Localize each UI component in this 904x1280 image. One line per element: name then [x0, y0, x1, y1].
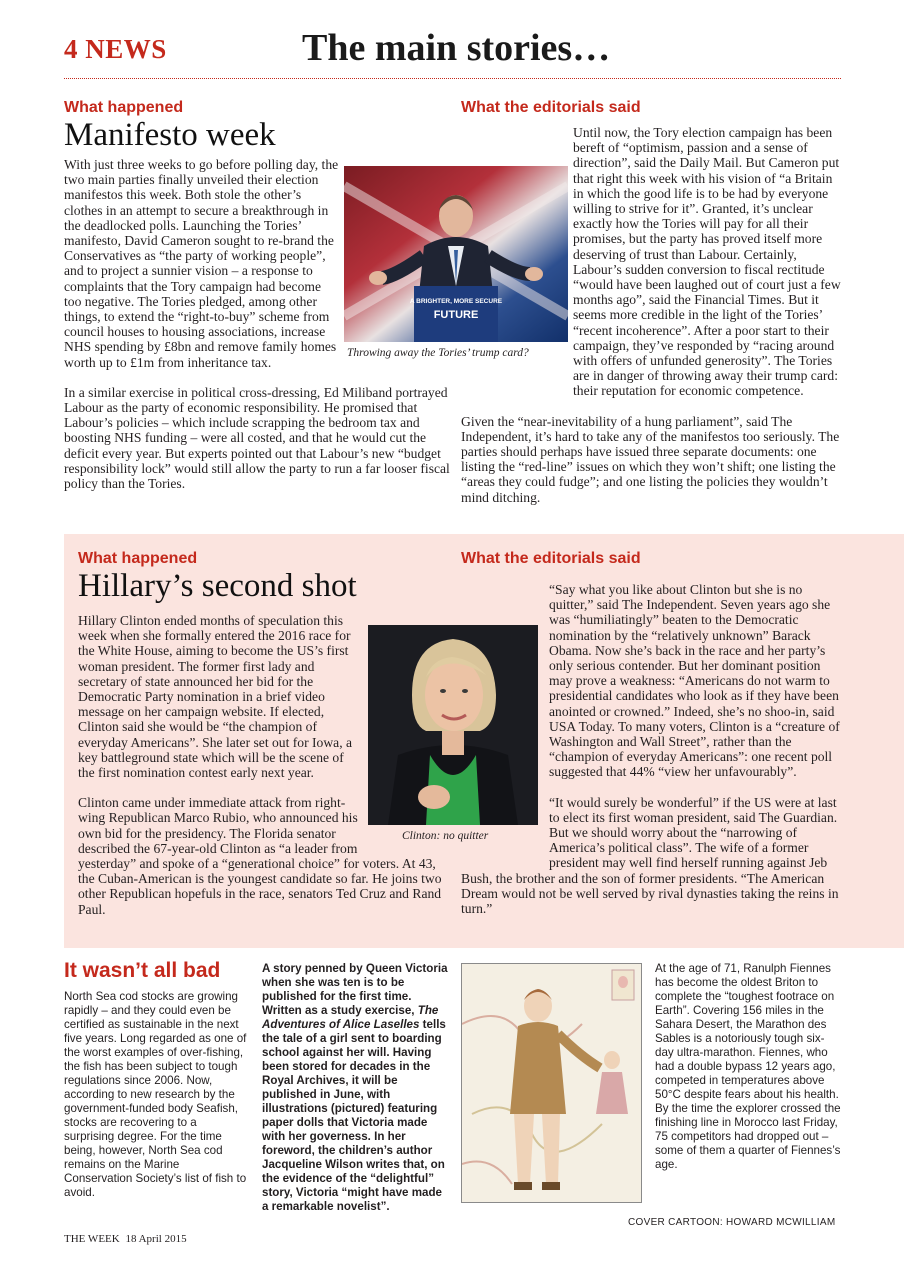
podium-future: FUTURE: [433, 309, 479, 321]
story1-headline: Manifesto week: [64, 117, 276, 153]
clinton-photo: [368, 625, 538, 825]
section-name: NEWS: [85, 34, 167, 64]
story2-headline: Hillary’s second shot: [78, 568, 357, 604]
clinton-illustration: [368, 625, 538, 825]
cameron-illustration: [344, 166, 568, 342]
story2-editorials-label: What the editorials said: [461, 550, 641, 567]
footer-publication: THE WEEK: [64, 1233, 120, 1245]
cameron-photo: [344, 166, 568, 342]
queen-victoria-book-title: The Adventures of Alice Laselles: [262, 1004, 439, 1031]
cod-story: North Sea cod stocks are growing rapidly – and they could even be certified as sustainable in the next five years. Long regarded as one of the worst examples of over-fishing, the fish has been subject to tough regulations since 2006. Now, according to new research by the government-funded body Seafish, stocks are recovering to a surprising degree. For the time being, however, North Sea cod remains on the Marine Conservation Society’s list of fish to avoid.: [64, 990, 247, 1199]
page-title: The main stories…: [302, 27, 611, 69]
queen-victoria-story: [262, 962, 448, 1214]
story2-what-happened-label: What happened: [78, 550, 198, 567]
story1-paragraph1: With just three weeks to go before polling day, the two main parties finally unveiled their election manifestos this week. Both stole the other’s clothes in an attempt to secure a breakthrough in the deadlocked polls. Launching the Tories’ manifesto, David Cameron sought to re-brand the Conservatives as “the party of working people”, and to project a sunnier vision – a response to complaints that the Tory campaign had become too negative. The Tories pledged, among other things, to extend the “right-to-buy” scheme from council houses to housing associations, increase NHS spending by £8bn and remove family homes worth up to £1m from inheritance tax.: [64, 157, 339, 370]
podium-slogan: A BRIGHTER, MORE SECURE: [409, 298, 503, 305]
page-footer: [64, 1233, 187, 1245]
page-number-digit: 4: [64, 34, 78, 64]
clinton-photo-caption: Clinton: no quitter: [402, 830, 489, 842]
story1-editorial1: Until now, the Tory election campaign has been bereft of “optimism, passion and a sense of direction”, said the Daily Mail. But Cameron put that right this week with his vision of “a Britain in which the good life is to be had by everyone willing to strive for it”. Granted, it’s unclear exactly how the Tories will pay for all their promises, but the party has proved itself more deserving of trust than Labour. Certainly, Labour’s sudden conversion to fiscal rectitude “would have been laughed out of court just a few months ago”, said the Financial Times. But it seems more credible in the light of the Tories’ “recent incoherence”. After a poor start to their campaign, they’ve responded by “racing around with offers of unfunded generosity”. The Tories are in danger of throwing away their trump card: their reputation for economic competence.: [573, 125, 841, 399]
fiennes-story: At the age of 71, Ranulph Fiennes has become the oldest Briton to complete the “toughest footrace on Earth”. Covering 156 miles in the Sahara Desert, the Marathon des Sables is a notoriously tough six-day ultra-marathon. Fiennes, who had a double bypass 12 years ago, competed in temperatures above 50°C despite fears about his health. By the time the explorer crossed the finishing line in Morocco last Friday, 75 competitors had dropped out – some of them a quarter of Fiennes’s age.: [655, 962, 841, 1171]
good-news-heading: It wasn’t all bad: [64, 959, 221, 982]
cover-credit: COVER CARTOON: HOWARD MCWILLIAM: [628, 1217, 836, 1228]
paper-dolls-drawing: [462, 964, 641, 1202]
story2-editorial1: “Say what you like about Clinton but she is no quitter,” said The Independent. Seven years ago she was “humiliatingly” beaten to the Democratic nomination by the “relatively unknown” Barack Obama. Now she’s back in the race and her party’s only serious contender. But her dominant position may prove a weakness: “Americans do not warm to presidential candidates who look as if they have been anointed or crowned.” Indeed, she’s no shoo-in, said USA Today. To many voters, Clinton is a “creature of Washington and Wall Street”, rather than the “champion of everyday Americans”: one recent poll suggested that 44% “view her unfavourably”.: [549, 582, 840, 780]
cameron-photo-caption: Throwing away the Tories’ trump card?: [347, 347, 529, 359]
story2-paragraph1: Hillary Clinton ended months of speculation this week when she formally entered the 2016 race for the White House, aiming to become the US’s first woman president. The former first lady and secretary of state announced her bid for the Democratic Party nomination in a brief video message on her campaign website. If elected, Clinton said she would be “the champion of everyday Americans”. She later set out for Iowa, a key battleground state which will be the scene of the first nomination contest early next year.: [78, 613, 353, 781]
story1-paragraph2: In a similar exercise in political cross-dressing, Ed Miliband portrayed Labour as the party of economic responsibility. He promised that Labour’s policies – which include scrapping the bedroom tax and boosting NHS funding – were all costed, and that he would cut the deficit every year. But experts pointed out that Labour’s new “budget responsibility lock” would still allow the party to run a far looser fiscal policy than the Tories.: [64, 384, 450, 492]
footer-date: 18 April 2015: [125, 1233, 187, 1245]
page-number: [64, 34, 167, 65]
story1-what-happened-label: What happened: [64, 99, 184, 116]
queen-victoria-story-intro: A story penned by Queen Victoria when she was ten is to be published for the first time. Written as a study exercise,: [262, 962, 448, 1017]
header-divider: [64, 78, 841, 79]
paper-dolls-illustration: [461, 963, 642, 1203]
story2-paragraph2: Clinton came under immediate attack from right-wing Republican Marco Rubio, who announced his own bid for the presidency. The Florida senator described the 67-year-old Clinton as “a leader from yesterday” and spoke of a “generational choice” for voters. At 43, the Cuban-American is the youngest candidate so far. He joins two other Republican hopefuls in the race, senators Ted Cruz and Rand Paul.: [78, 795, 442, 917]
story1-editorial2: Given the “near-inevitability of a hung parliament”, said The Independent, it’s hard to take any of the manifestos too seriously. The parties should perhaps have issued three separate documents: one listing the “red-line” issues on which they won’t shift; one listing the “areas they could fudge”; and one listing the policies they wouldn’t mind ditching.: [461, 413, 840, 505]
queen-victoria-story-rest: tells the tale of a girl sent to boarding school against her will. Having been stored for decades in the Royal Archives, it will be published in June, with illustrations (pictured) featuring paper dolls that Victoria made with her governess. In her foreword, the children’s author Jacqueline Wilson writes that, on the evidence of the “delightful” story, Victoria “might have made a remarkable novelist”.: [262, 1018, 446, 1213]
story2-editorial2: “It would surely be wonderful” if the US were at last to elect its first woman president, said The Guardian. But we should worry about the “narrowing of America’s political class”. The wife of a former president may well find herself running against Jeb Bush, the brother and the son of former presidents. “The American Dream would not be well served by rival dynasties taking the reins in turn.”: [461, 794, 839, 917]
story1-editorials-label: What the editorials said: [461, 99, 641, 116]
